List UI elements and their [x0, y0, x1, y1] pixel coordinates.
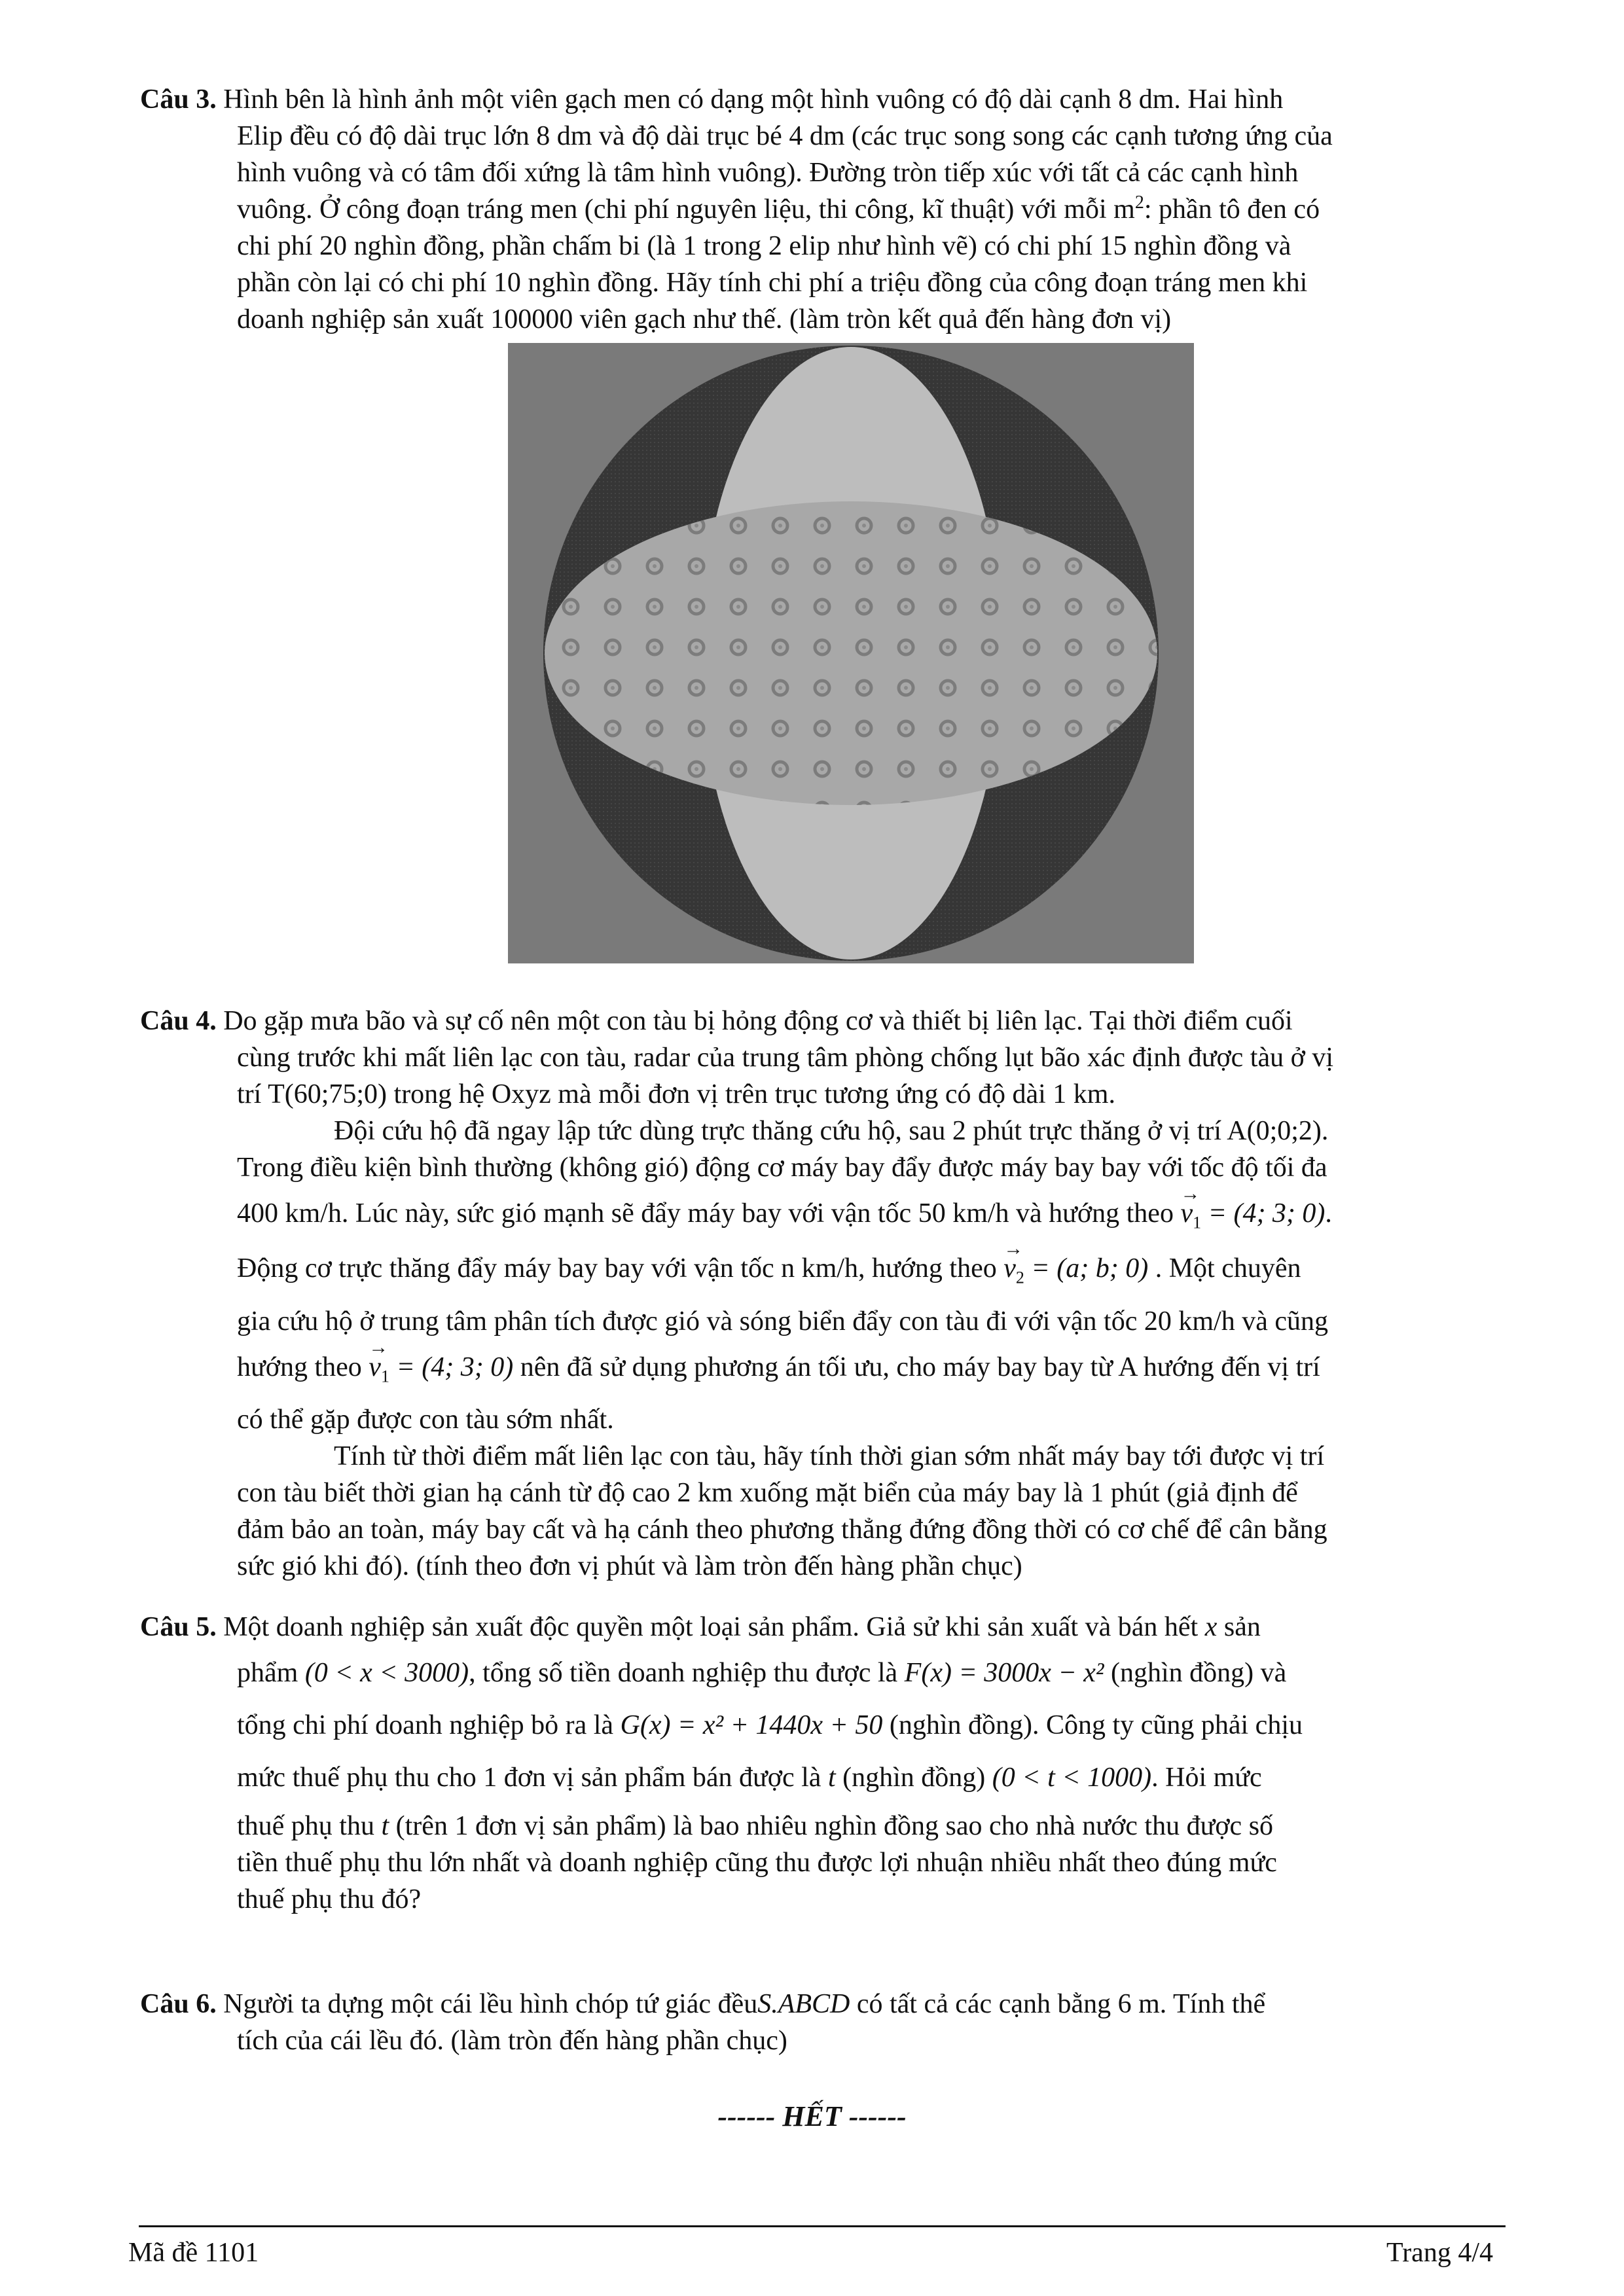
question-3-label: Câu 3. — [140, 84, 217, 115]
question-5-label: Câu 5. — [140, 1612, 217, 1642]
question-5: Câu 5. Một doanh nghiệp sản xuất độc quyền một loại sản phẩm. Giả sử khi sản xuất và bán hết x sản phẩm (0 < x < 3000), tổng số tiền doanh nghiệp thu được là F(x) = 3000x − x² (nghìn đồng) và tổng chi phí doanh nghiệp bỏ ra là G(x) = x² + 1440x + 50 (nghìn đồng). Công ty cũng phải chịu mức thuế phụ thu cho 1 đơn vị sản phẩm bán được là t (nghìn đồng) (0 < t < 1000). Hỏi mức thuế phụ thu t (trên 1 đơn vị sản phẩm) là bao nhiêu nghìn đồng sao cho nhà nước thu được số tiền thuế phụ thu lớn nhất và doanh nghiệp cũng thu được lợi nhuận nhiều nhất theo đúng mức thuế phụ thu đó? — [140, 1612, 1303, 1914]
question-4-label: Câu 4. — [140, 1006, 217, 1036]
question-3 — [140, 81, 1502, 338]
q3-line5: chi phí 20 nghìn đồng, phần chấm bi (là 1 trong 2 elip như hình vẽ) có chi phí 15 nghìn đồng và — [237, 231, 1291, 261]
vector-v1: → v — [1180, 1195, 1193, 1232]
page-number: Trang 4/4 — [1386, 2238, 1493, 2268]
q3-line6: phần còn lại có chi phí 10 nghìn đồng. Hãy tính chi phí a triệu đồng của công đoạn tráng men khi — [237, 268, 1308, 298]
question-4: Câu 4. Do gặp mưa bão và sự cố nên một con tàu bị hỏng động cơ và thiết bị liên lạc. Tại thời điểm cuối cùng trước khi mất liên lạc con tàu, radar của trung tâm phòng chống lụt bão xác định được tàu ở vị trí T(60;75;0) trong hệ Oxyz mà mỗi đơn vị trên trục tương ứng có độ dài 1 km. Đội cứu hộ đã ngay lập tức dùng trực thăng cứu hộ, sau 2 phút trực thăng ở vị trí A(0;0;2). Trong điều kiện bình thường (không gió) động cơ máy bay đẩy được máy bay bay với tốc độ tối đa 400 km/h. Lúc này, sức gió mạnh sẽ đẩy máy bay với vận tốc 50 km/h và hướng theo → $v_1 = (4$; 3; 0). Động cơ trực thăng đẩy máy bay bay với vận tốc n km/h, hướng theo → $v_2 = (a$; b; 0) . Một chuyên gia cứu hộ ở trung tâm phân tích được gió và sóng biển đẩy con tàu đi với vận tốc 20 km/h và cũng hướng theo → $v_1 = (4$; 3; 0) nên đã sử dụng phương án tối ưu, cho máy bay bay từ A hướng đến vị trí có thể gặp được con tàu sớm nhất. Tính từ thời điểm mất liên lạc con tàu, hãy tính thời gian sớm nhất máy bay tới được vị trí con tàu biết thời gian hạ cánh từ độ cao 2 km xuống mặt biển của máy bay là 1 phút (giả định để đảm bảo an toàn, máy bay cất và hạ cánh theo phương thẳng đứng đồng thời có cơ chế để cân bằng sức gió khi đó). (tính theo đơn vị phút và làm tròn đến hàng phần chục) — [140, 1003, 1502, 1585]
question-6: Câu 6. Người ta dựng một cái lều hình chóp tứ giác đềuS.ABCD có tất cả các cạnh bằng 6 m. Tính thể tích của cái lều đó. (làm tròn đến hàng phần chục) — [140, 1989, 1266, 2056]
vector-v2: → v — [1003, 1250, 1016, 1287]
q3-line2: Elip đều có độ dài trục lớn 8 dm và độ dài trục bé 4 dm (các trục song song các cạnh tương ứng của — [237, 121, 1333, 151]
footer-divider — [139, 2225, 1506, 2227]
q3-line4: vuông. Ở công đoạn tráng men (chi phí nguyên liệu, thi công, kĩ thuật) với mỗi $m^2$: phần tô đen có — [237, 192, 1320, 224]
tile-image — [508, 343, 1194, 963]
q3-line1: Hình bên là hình ảnh một viên gạch men có dạng một hình vuông có độ dài cạnh 8 dm. Hai hình — [223, 84, 1284, 115]
q3-line3: hình vuông và có tâm đối xứng là tâm hình vuông). Đường tròn tiếp xúc với tất cả các cạnh hình — [237, 158, 1299, 188]
q3-line7: doanh nghiệp sản xuất 100000 viên gạch như thế. (làm tròn kết quả đến hàng đơn vị) — [237, 304, 1172, 334]
end-marker: ------ HẾT ------ — [717, 2100, 907, 2132]
tile-figure — [508, 343, 1194, 963]
exam-code: Mã đề 1101 — [128, 2238, 259, 2268]
question-6-label: Câu 6. — [140, 1989, 217, 2019]
